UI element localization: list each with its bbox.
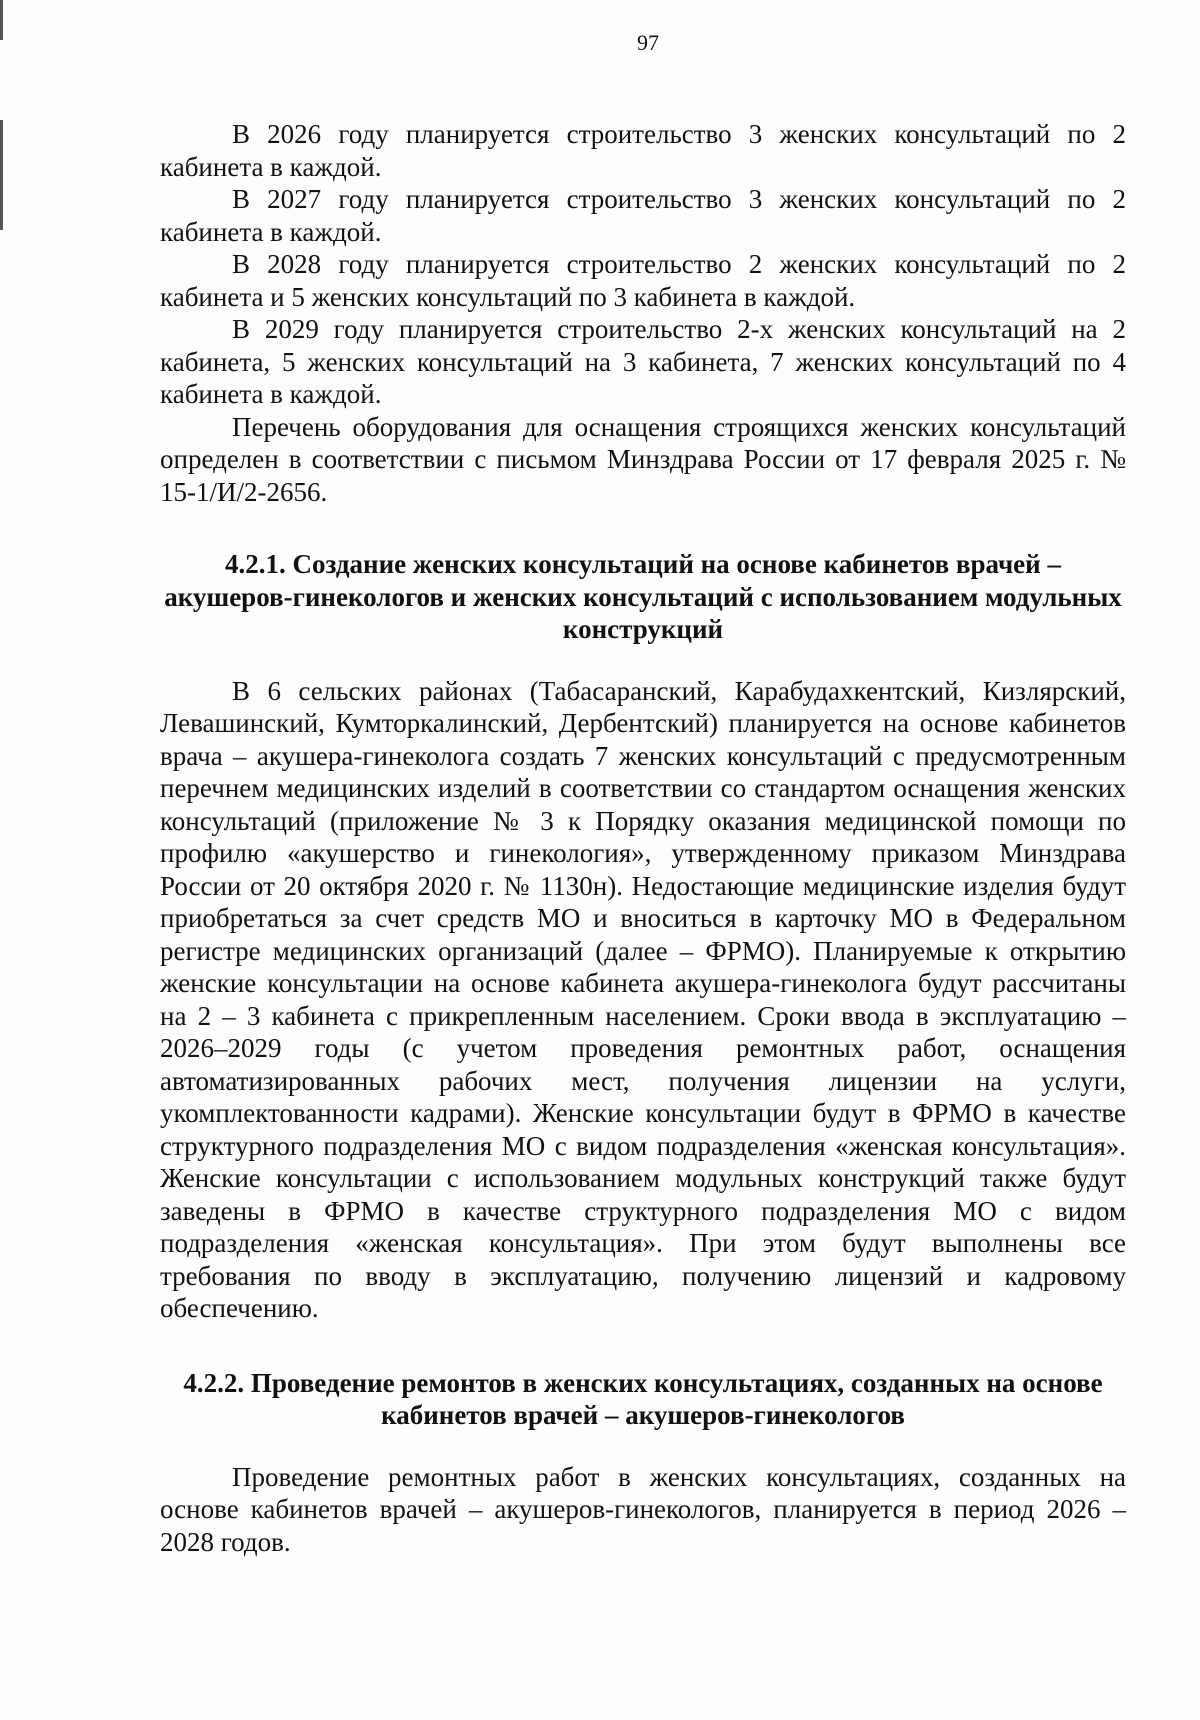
paragraph-2027: В 2027 году планируется строительство 3 женских консультаций по 2 кабинета в каждой. — [160, 184, 1126, 247]
paragraph-2029: В 2029 году планируется строительство 2-х женских консультаций на 2 кабинета, 5 женских консультаций на 3 кабинета, 7 женских консультаций по 4 кабинета в каждой. — [160, 314, 1126, 409]
paragraph-equipment-list: Перечень оборудования для оснащения строящихся женских консультаций определен в соответствии с письмом Минздрава России от 17 февраля 2025 г. № 15-1/И/2-2656. — [160, 411, 1126, 507]
page-number: 97 — [637, 30, 659, 55]
section-body-4-2-2: Проведение ремонтных работ в женских консультациях, созданных на основе кабинетов врачей – акушеров-гинекологов, планируется в период 2026 – 2028 годов. — [160, 1461, 1126, 1557]
section-heading-4-2-1: 4.2.1. Создание женских консультаций на основе кабинетов врачей – акушеров-гинекологов и женских консультаций с использованием модульных конструкций — [164, 549, 1122, 644]
section-body-4-2-1: В 6 сельских районах (Табасаранский, Карабудахкентский, Кизлярский, Левашинский, Кумторкалинский, Дербентский) планируется на основе кабинетов врача – акушера-гинеколога создать 7 женских консультаций с предусмотренным перечнем медицинских изделий в соответствии со стандартом оснащения женских консультаций (приложение № 3 к Порядку оказания медицинской помощи по профилю «акушерство и гинекология», утвержденному приказом Минздрава России от 20 октября 2020 г. № 1130н). Недостающие медицинские изделия будут приобретаться за счет средств МО и вноситься в карточку МО в Федеральном регистре медицинских организаций (далее – ФРМО). Планируемые к открытию женские консультации на основе кабинета акушера-гинеколога будут рассчитаны на 2 – 3 кабинета с прикрепленным населением. Сроки ввода в эксплуатацию – 2026–2029 годы (с учетом проведения ремонтных работ, оснащения автоматизированных рабочих мест, получения лицензии на услуги, укомплектованности кадрами). Женские консультации будут в ФРМО в качестве структурного подразделения МО с видом подразделения «женская консультация». Женские консультации с использованием модульных конструкций также будут заведены в ФРМО в качестве структурного подразделения МО с видом подразделения «женская консультация». При этом будут выполнены все требования по вводу в эксплуатацию, получению лицензий и кадровому обеспечению. — [160, 675, 1126, 1323]
scan-edge-mark — [0, 120, 3, 230]
document-body — [160, 118, 1126, 1558]
section-heading-4-2-2: 4.2.2. Проведение ремонтов в женских консультациях, созданных на основе кабинетов врачей – акушеров-гинекологов — [183, 1367, 1103, 1430]
paragraph-2028: В 2028 году планируется строительство 2 женских консультаций по 2 кабинета и 5 женских консультаций по 3 кабинета в каждой. — [160, 249, 1126, 312]
paragraph-2026: В 2026 году планируется строительство 3 женских консультаций по 2 кабинета в каждой. — [160, 119, 1126, 182]
